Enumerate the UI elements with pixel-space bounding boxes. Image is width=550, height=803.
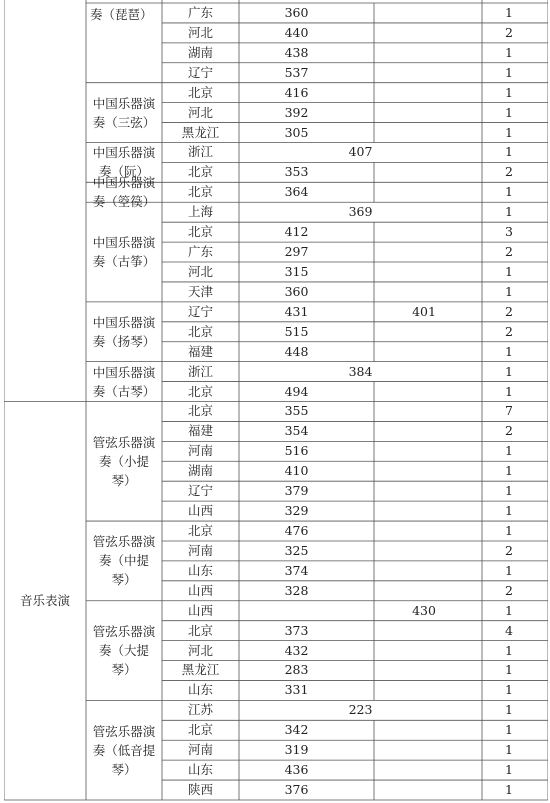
count-cell: 1: [505, 662, 513, 678]
score-cell-2: [386, 501, 462, 521]
count-cell: 1: [505, 204, 513, 220]
count-cell: 1: [505, 4, 513, 20]
province-cell: 北京: [187, 622, 213, 638]
count-cell: 2: [505, 323, 513, 339]
score-cell-merged: 369: [348, 204, 373, 220]
province-cell: 北京: [187, 84, 213, 100]
province-cell: 黑龙江: [181, 124, 220, 140]
score-cell: 440: [284, 24, 309, 40]
score-cell-2: [386, 760, 462, 780]
province-cell: 辽宁: [187, 303, 213, 319]
score-cell-2: [386, 3, 462, 23]
province-cell: 河南: [187, 443, 213, 459]
score-cell-2: [386, 461, 462, 481]
score-cell-2: [386, 720, 462, 740]
score-cell-2: [386, 740, 462, 760]
count-cell: 3: [505, 224, 513, 240]
count-cell: 1: [505, 104, 513, 120]
province-cell: 河北: [187, 642, 213, 658]
count-cell: 1: [505, 84, 513, 100]
score-cell: 373: [284, 622, 309, 638]
score-cell: 329: [284, 503, 309, 519]
score-cell-2: [386, 780, 462, 800]
instrument-label: 管弦乐器演奏（大提琴）: [92, 624, 156, 678]
score-cell-2: [386, 521, 462, 541]
score-cell-2: [386, 342, 462, 362]
score-cell-2: [386, 83, 462, 103]
province-cell: 江苏: [187, 702, 213, 718]
count-cell: 2: [505, 423, 513, 439]
score-cell-2: [386, 43, 462, 63]
score-cell: 476: [284, 523, 309, 538]
score-cell: 431: [284, 303, 309, 319]
score-cell-2: [386, 23, 462, 43]
province-cell: 北京: [187, 184, 213, 200]
count-cell: 1: [505, 263, 513, 279]
instrument-label: 中国乐器演奏（阮）: [92, 145, 156, 180]
score-cell: 328: [284, 582, 309, 598]
count-cell: 1: [505, 44, 513, 60]
province-cell: 辽宁: [187, 483, 213, 499]
score-cell: 438: [284, 44, 309, 60]
instrument-label: 管弦乐器演奏（低音提琴）: [92, 723, 156, 777]
score-cell-2: [386, 641, 462, 661]
score-cell: 331: [284, 682, 309, 698]
score-cell: 376: [284, 782, 309, 798]
instrument-label: 中国乐器演奏（扬琴）: [92, 314, 156, 349]
score-cell-2: [386, 402, 462, 422]
province-cell: 河北: [187, 24, 213, 40]
score-cell-2: [386, 541, 462, 561]
score-cell-merged: 384: [348, 363, 373, 379]
score-cell: 515: [284, 323, 309, 339]
province-cell: 河南: [187, 742, 213, 758]
score-cell-2: [386, 242, 462, 262]
province-cell: 河南: [187, 542, 213, 558]
province-cell: 河北: [187, 263, 213, 279]
score-cell-2: [386, 481, 462, 501]
count-cell: 1: [505, 762, 513, 778]
count-cell: 2: [505, 303, 513, 319]
score-cell-merged: 223: [348, 702, 373, 718]
province-cell: 北京: [187, 523, 213, 538]
score-cell: 448: [284, 343, 309, 359]
count-cell: 1: [505, 523, 513, 538]
score-cell-merged: 407: [348, 144, 373, 160]
score-cell-2: [386, 222, 462, 242]
instrument-label: 中国乐器演奏（箜篌）: [92, 175, 156, 210]
count-cell: 1: [505, 124, 513, 140]
score-cell: 364: [284, 184, 309, 200]
province-cell: 黑龙江: [181, 662, 220, 678]
province-cell: 湖南: [187, 44, 213, 60]
province-cell: 上海: [187, 204, 213, 220]
score-cell: 342: [284, 722, 309, 738]
province-cell: 福建: [187, 343, 213, 359]
score-cell: 319: [284, 742, 309, 758]
score-cell-2: [386, 561, 462, 581]
count-cell: 1: [505, 782, 513, 798]
count-cell: 1: [505, 64, 513, 80]
count-cell: 7: [505, 403, 513, 419]
count-cell: 1: [505, 184, 513, 200]
count-cell: 1: [505, 562, 513, 578]
count-cell: 1: [505, 742, 513, 758]
province-cell: 浙江: [187, 363, 213, 379]
province-cell: 天津: [187, 283, 213, 299]
score-cell-2: 401: [412, 303, 436, 319]
score-cell-2: [386, 182, 462, 202]
score-cell-2: [386, 680, 462, 700]
instrument-label: 中国乐器演奏（三弦）: [92, 95, 156, 130]
count-cell: 1: [505, 463, 513, 479]
count-cell: 2: [505, 582, 513, 598]
score-cell: 325: [284, 542, 309, 558]
province-cell: 浙江: [187, 144, 213, 160]
score-cell-2: [386, 322, 462, 342]
score-cell: 354: [284, 423, 309, 439]
score-cell: 374: [284, 562, 309, 578]
count-cell: 1: [505, 702, 513, 718]
score-cell-2: [386, 282, 462, 302]
score-cell: 432: [284, 642, 309, 658]
count-cell: 4: [505, 622, 513, 638]
score-cell-2: [386, 262, 462, 282]
score-cell-2: [386, 162, 462, 182]
score-cell-2: [386, 621, 462, 641]
province-cell: 广东: [187, 4, 213, 20]
score-cell: [239, 601, 354, 621]
category-label: 音乐表演: [19, 592, 70, 608]
count-cell: 1: [505, 642, 513, 658]
count-cell: 1: [505, 602, 513, 618]
score-cell: 494: [284, 383, 309, 399]
province-cell: 河北: [187, 104, 213, 120]
count-cell: 1: [505, 283, 513, 299]
province-cell: 山西: [187, 582, 213, 598]
score-cell: 392: [284, 104, 309, 120]
score-cell: 297: [284, 244, 309, 260]
score-cell: 360: [284, 283, 309, 299]
province-cell: 北京: [187, 403, 213, 419]
score-cell: 516: [284, 443, 309, 459]
score-cell-2: [386, 103, 462, 123]
instrument-label: 中国乐器演奏（古筝）: [92, 235, 156, 270]
score-cell-2: 430: [412, 602, 436, 618]
score-cell: 283: [284, 662, 309, 678]
score-cell-2: [386, 441, 462, 461]
instrument-label: 奏（琵琶）: [90, 7, 153, 22]
province-cell: 北京: [187, 722, 213, 738]
count-cell: 1: [505, 343, 513, 359]
count-cell: 1: [505, 144, 513, 160]
score-cell-2: [386, 581, 462, 601]
admission-score-table: [4, 0, 548, 803]
score-cell: 360: [284, 4, 309, 20]
count-cell: 1: [505, 722, 513, 738]
province-cell: 北京: [187, 164, 213, 180]
count-cell: 1: [505, 383, 513, 399]
count-cell: 1: [505, 682, 513, 698]
score-cell: 410: [284, 463, 309, 479]
score-cell: 305: [284, 124, 309, 140]
score-cell-2: [386, 421, 462, 441]
province-cell: 福建: [187, 423, 213, 439]
count-cell: 2: [505, 164, 513, 180]
province-cell: 陕西: [187, 782, 213, 798]
count-cell: 1: [505, 363, 513, 379]
province-cell: 北京: [187, 323, 213, 339]
count-cell: 2: [505, 542, 513, 558]
count-cell: 1: [505, 443, 513, 459]
province-cell: 山东: [187, 762, 213, 778]
score-cell-2: [386, 123, 462, 143]
score-cell: 353: [284, 164, 309, 180]
instrument-label: 管弦乐器演奏（中提琴）: [92, 534, 156, 588]
score-cell: 379: [284, 483, 309, 499]
instrument-label: 管弦乐器演奏（小提琴）: [92, 434, 156, 488]
province-cell: 湖南: [187, 463, 213, 479]
score-cell: 537: [284, 64, 309, 80]
province-cell: 辽宁: [187, 64, 213, 80]
count-cell: 1: [505, 503, 513, 519]
province-cell: 山西: [187, 602, 213, 618]
province-cell: 广东: [187, 244, 213, 260]
score-cell: 355: [284, 403, 309, 419]
province-cell: 山东: [187, 562, 213, 578]
province-cell: 山东: [187, 682, 213, 698]
count-cell: 1: [505, 483, 513, 499]
province-cell: 北京: [187, 224, 213, 240]
count-cell: 2: [505, 244, 513, 260]
score-cell: 412: [284, 224, 309, 240]
score-cell-2: [386, 63, 462, 83]
province-cell: 北京: [187, 383, 213, 399]
score-cell: 436: [284, 762, 309, 778]
count-cell: 2: [505, 24, 513, 40]
instrument-label: 中国乐器演奏（古琴）: [92, 364, 156, 399]
score-cell-2: [386, 661, 462, 681]
score-cell-2: [386, 382, 462, 402]
score-cell: 416: [284, 84, 309, 100]
score-cell: 315: [284, 263, 309, 279]
province-cell: 山西: [187, 503, 213, 519]
